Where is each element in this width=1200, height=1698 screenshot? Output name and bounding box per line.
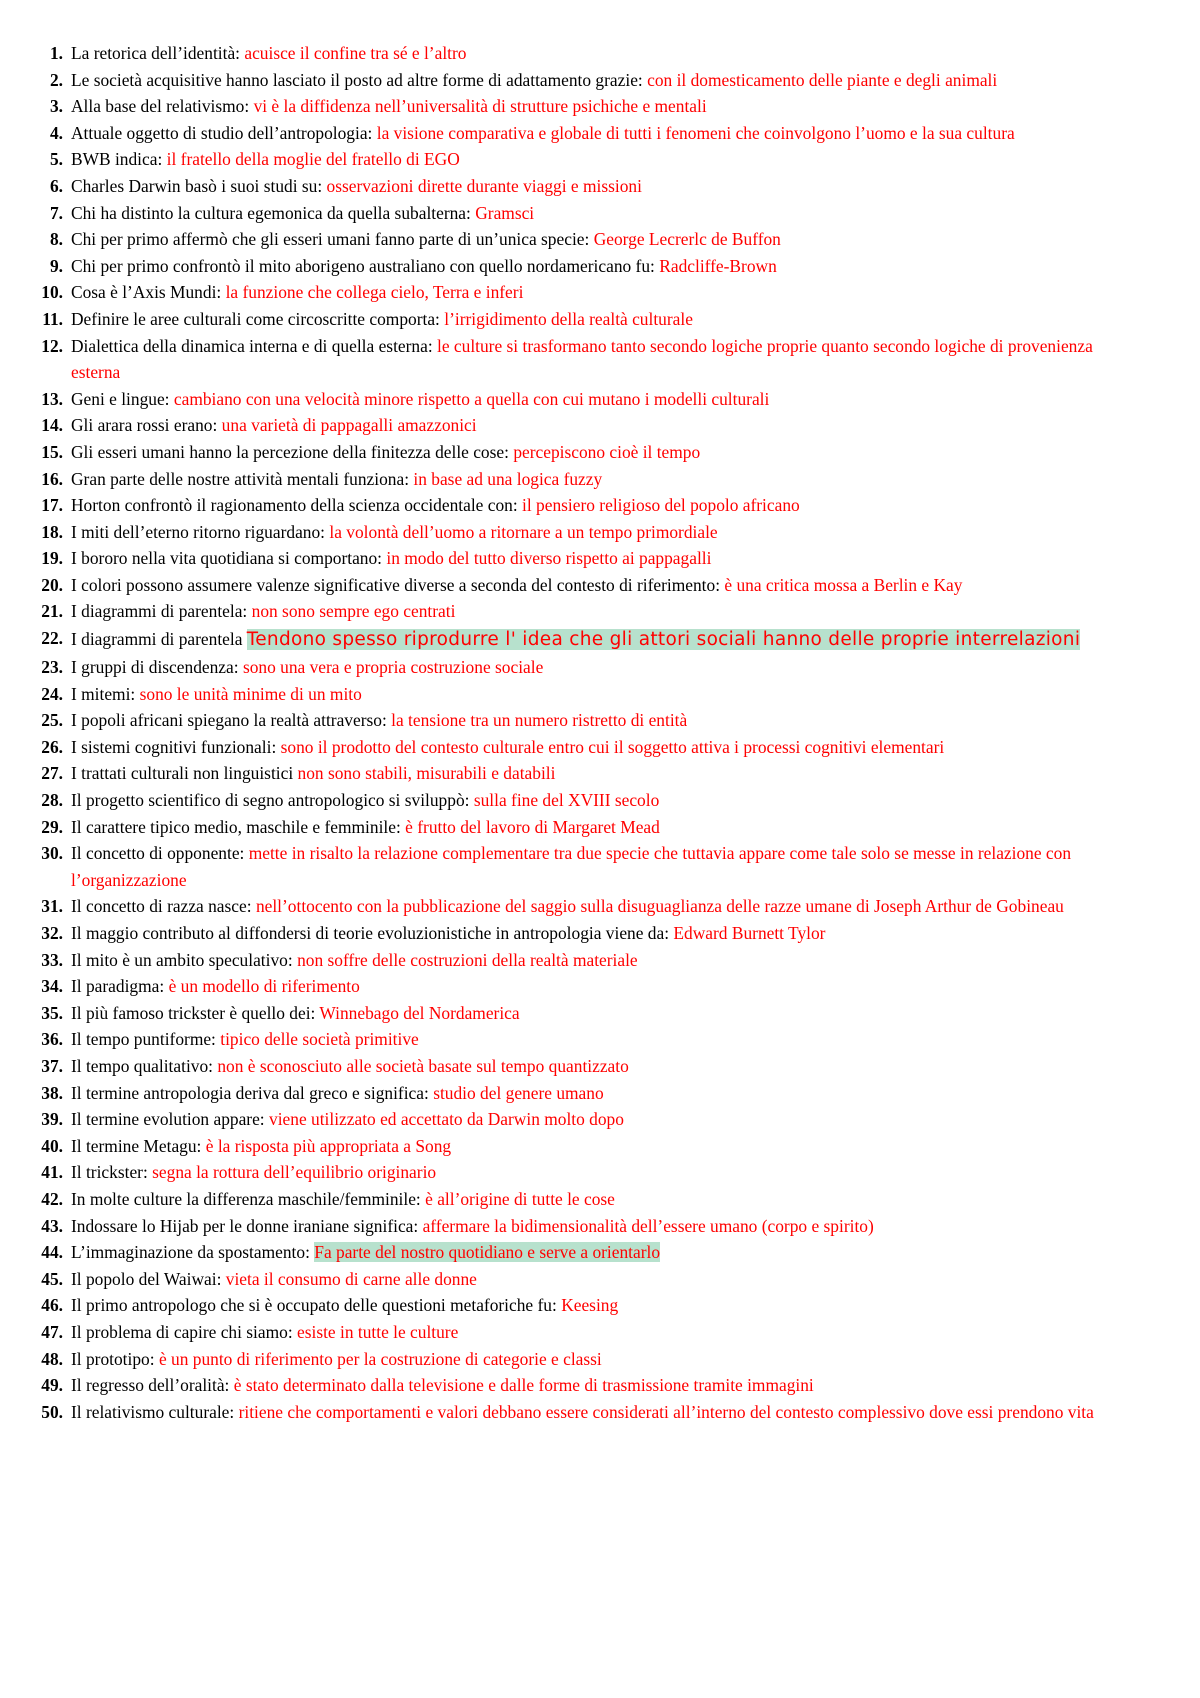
question-text: Il termine evolution appare: [71,1109,265,1130]
question-answer-list [36,40,1104,1425]
question-text: Chi per primo affermò che gli esseri umani fanno parte di un’unica specie: [71,229,590,250]
answer-text: sono le unità minime di un mito [139,683,362,704]
answer-text: Radcliffe-Brown [659,255,777,276]
question-text: Il primo antropologo che si è occupato delle questioni metaforiche fu: [71,1295,557,1316]
list-item [36,93,1104,120]
answer-text: la visione comparativa e globale di tutti i fenomeni che coinvolgono l’uomo e la sua cultura [376,122,1015,143]
list-item [36,1186,1104,1213]
list-item [36,893,1104,920]
answer-text: tipico delle società primitive [220,1029,419,1050]
list-item [36,1106,1104,1133]
list-item [36,545,1104,572]
list-item [36,760,1104,787]
list-item [36,1292,1104,1319]
list-item [36,707,1104,734]
question-text: Il carattere tipico medio, maschile e femminile: [71,816,401,837]
item-number: 32. [41,923,63,943]
item-number: 46. [41,1295,63,1316]
list-item [36,598,1104,625]
answer-text: non sono stabili, misurabili e databili [297,763,556,784]
answer-text: Keesing [561,1295,619,1316]
item-number: 50. [41,1401,63,1422]
item-number: 19. [41,548,63,569]
question-text: Il concetto di razza nasce: [71,896,252,917]
answer-text: la tensione tra un numero ristretto di entità [391,710,688,731]
item-number: 7. [49,202,63,223]
answer-text: vi è la diffidenza nell’universalità di strutture psichiche e mentali [253,96,707,117]
question-text: I trattati culturali non linguistici [71,763,294,784]
question-text: I diagrammi di parentela: [71,601,248,622]
item-number: 18. [41,521,63,542]
list-item [36,1372,1104,1399]
question-text: Il relativismo culturale: [71,1401,235,1422]
list-item [36,1213,1104,1240]
answer-text: Edward Burnett Tylor [673,923,826,943]
item-number: 25. [41,710,63,731]
question-text: Il problema di capire chi siamo: [71,1321,293,1342]
answer-text: nell’ottocento con la pubblicazione del saggio sulla disuguaglianza delle razze umane di Joseph Arthur de Gobineau [255,896,1064,917]
item-number: 5. [49,149,63,170]
list-item [36,1319,1104,1346]
question-text: Il progetto scientifico di segno antropologico si sviluppò: [71,790,470,811]
item-number: 15. [41,441,63,462]
item-number: 39. [41,1109,63,1130]
question-text: Il maggio contributo al diffondersi di teorie evoluzionistiche in antropologia viene da: [71,923,670,943]
item-number: 4. [49,122,63,143]
item-number: 36. [41,1029,63,1050]
list-item [36,1159,1104,1186]
answer-text: studio del genere umano [433,1082,604,1103]
item-number: 28. [41,790,63,811]
list-item [36,787,1104,814]
item-number: 34. [41,976,63,997]
question-text: Geni e lingue: [71,388,170,409]
question-text: Dialettica della dinamica interna e di quella esterna: [71,335,433,356]
item-number: 22. [41,628,63,649]
item-number: 1. [49,43,63,63]
answer-text: è la risposta più appropriata a Song [205,1135,452,1156]
item-number: 45. [41,1268,63,1289]
answer-text: viene utilizzato ed accettato da Darwin molto dopo [269,1109,624,1130]
list-item [36,333,1104,386]
item-number: 3. [49,96,63,117]
question-text: Le società acquisitive hanno lasciato il posto ad altre forme di adattamento grazie: [71,69,643,90]
item-number: 35. [41,1002,63,1023]
answer-text: non soffre delle costruzioni della realtà materiale [297,949,638,970]
list-item [36,920,1104,947]
list-item [36,67,1104,94]
question-text: Definire le aree culturali come circoscritte comporta: [71,308,440,329]
question-text: BWB indica: [71,149,163,170]
list-item [36,1000,1104,1027]
item-number: 6. [49,175,63,196]
list-item [36,947,1104,974]
question-text: I sistemi cognitivi funzionali: [71,736,277,757]
answer-text: è una critica mossa a Berlin e Kay [724,574,963,595]
question-text: I gruppi di discendenza: [71,657,239,678]
answer-text: Winnebago del Nordamerica [319,1002,520,1023]
question-text: Gran parte delle nostre attività mentali funziona: [71,468,410,489]
question-text: Il tempo puntiforme: [71,1029,216,1050]
list-item [36,1346,1104,1373]
list-item [36,1239,1104,1266]
item-number: 26. [41,736,63,757]
list-item [36,466,1104,493]
answer-text: osservazioni dirette durante viaggi e missioni [326,175,642,196]
item-number: 33. [41,949,63,970]
question-text: L’immaginazione da spostamento: [71,1242,310,1263]
item-number: 31. [41,896,63,917]
answer-text: il pensiero religioso del popolo africano [522,495,800,516]
answer-text: non sono sempre ego centrati [251,601,456,622]
answer-text: sono una vera e propria costruzione sociale [242,657,544,678]
item-number: 14. [41,415,63,436]
list-item [36,279,1104,306]
question-text: Il mito è un ambito speculativo: [71,949,293,970]
item-number: 11. [42,308,63,329]
answer-text: sono il prodotto del contesto culturale entro cui il soggetto attiva i processi cognitivi elementari [280,736,945,757]
item-number: 44. [41,1242,63,1263]
question-text: Il concetto di opponente: [71,843,245,864]
list-item [36,814,1104,841]
item-number: 30. [41,843,63,864]
question-text: Il prototipo: [71,1348,155,1369]
list-item [36,519,1104,546]
item-number: 21. [41,601,63,622]
answer-text: il fratello della moglie del fratello di EGO [166,149,460,170]
list-item [36,1026,1104,1053]
answer-text: non è sconosciuto alle società basate sul tempo quantizzato [217,1055,629,1076]
list-item [36,734,1104,761]
item-number: 9. [49,255,63,276]
question-text: Charles Darwin basò i suoi studi su: [71,175,323,196]
list-item [36,40,1104,67]
answer-text: Gramsci [475,202,535,223]
question-text: Il paradigma: [71,976,165,997]
question-text: Gli esseri umani hanno la percezione della finitezza delle cose: [71,441,509,462]
answer-text: è stato determinato dalla televisione e dalle forme di trasmissione tramite immagini [233,1375,814,1396]
question-text: Cosa è l’Axis Mundi: [71,282,222,303]
answer-text: è un punto di riferimento per la costruzione di categorie e classi [158,1348,602,1369]
list-item [36,973,1104,1000]
question-text: Il trickster: [71,1162,148,1183]
item-number: 10. [41,282,63,303]
answer-text: segna la rottura dell’equilibrio originario [152,1162,437,1183]
answer-text: una varietà di pappagalli amazzonici [221,415,477,436]
answer-text: vieta il consumo di carne alle donne [225,1268,477,1289]
list-item [36,840,1104,893]
item-number: 8. [49,229,63,250]
answer-text: acuisce il confine tra sé e l’altro [244,43,467,63]
item-number: 42. [41,1188,63,1209]
answer-text: George Lecrerlc de Buffon [593,229,781,250]
list-item [36,572,1104,599]
question-text: Il regresso dell’oralità: [71,1375,230,1396]
question-text: La retorica dell’identità: [71,43,240,63]
question-text: Gli arara rossi erano: [71,415,218,436]
list-item [36,253,1104,280]
answer-text: sulla fine del XVIII secolo [473,790,660,811]
question-text: I popoli africani spiegano la realtà attraverso: [71,710,387,731]
highlighted-answer-text: Tendono spesso riprodurre l' idea che gli attori sociali hanno delle proprie interrelazioni [246,629,1081,651]
answer-text: l’irrigidimento della realtà culturale [444,308,693,329]
item-number: 16. [41,468,63,489]
list-item [36,1133,1104,1160]
highlighted-answer-text: Fa parte del nostro quotidiano e serve a orientarlo [314,1242,661,1263]
item-number: 23. [41,657,63,678]
question-text: Il popolo del Waiwai: [71,1268,222,1289]
list-item [36,439,1104,466]
list-item [36,173,1104,200]
question-text: Il termine Metagu: [71,1135,202,1156]
list-item [36,146,1104,173]
item-number: 48. [41,1348,63,1369]
answer-text: percepiscono cioè il tempo [513,441,701,462]
answer-text: la volontà dell’uomo a ritornare a un tempo primordiale [329,521,718,542]
answer-text: con il domesticamento delle piante e degli animali [647,69,998,90]
answer-text: le culture si trasformano tanto secondo logiche proprie quanto secondo logiche di provenienza esterna [71,335,1093,383]
question-text: Chi ha distinto la cultura egemonica da quella subalterna: [71,202,471,223]
list-item [36,386,1104,413]
item-number: 43. [41,1215,63,1236]
item-number: 27. [41,763,63,784]
question-text: Il più famoso trickster è quello dei: [71,1002,316,1023]
list-item [36,492,1104,519]
answer-text: è frutto del lavoro di Margaret Mead [405,816,660,837]
list-item [36,120,1104,147]
item-number: 24. [41,683,63,704]
item-number: 13. [41,388,63,409]
item-number: 47. [41,1321,63,1342]
answer-text: cambiano con una velocità minore rispetto a quella con cui mutano i modelli culturali [173,388,770,409]
question-text: Horton confrontò il ragionamento della scienza occidentale con: [71,495,518,516]
item-number: 37. [41,1055,63,1076]
answer-text: in modo del tutto diverso rispetto ai pappagalli [386,548,712,569]
list-item [36,200,1104,227]
item-number: 2. [49,69,63,90]
item-number: 38. [41,1082,63,1103]
list-item [36,625,1104,654]
item-number: 20. [41,574,63,595]
list-item [36,226,1104,253]
item-number: 41. [41,1162,63,1183]
item-number: 49. [41,1375,63,1396]
item-number: 40. [41,1135,63,1156]
answer-text: è all’origine di tutte le cose [425,1188,615,1209]
question-text: Il termine antropologia deriva dal greco e significa: [71,1082,429,1103]
question-text: Indossare lo Hijab per le donne iraniane significa: [71,1215,419,1236]
answer-text: è un modello di riferimento [168,976,360,997]
list-item [36,1080,1104,1107]
answer-text: ritiene che comportamenti e valori debbano essere considerati all’interno del contesto complessivo dove essi prendono vita [238,1401,1094,1422]
answer-text: esiste in tutte le culture [297,1321,459,1342]
list-item [36,1053,1104,1080]
answer-text: affermare la bidimensionalità dell’essere umano (corpo e spirito) [422,1215,874,1236]
answer-text: in base ad una logica fuzzy [413,468,603,489]
list-item [36,1399,1104,1426]
answer-text: la funzione che collega cielo, Terra e inferi [225,282,524,303]
list-item [36,412,1104,439]
list-item [36,681,1104,708]
question-text: In molte culture la differenza maschile/femminile: [71,1188,421,1209]
question-text: I diagrammi di parentela [71,629,243,650]
list-item [36,654,1104,681]
question-text: Il tempo qualitativo: [71,1055,213,1076]
item-number: 12. [41,335,63,356]
list-item [36,1266,1104,1293]
question-text: Chi per primo confrontò il mito aborigeno australiano con quello nordamericano fu: [71,255,655,276]
item-number: 17. [41,495,63,516]
list-item [36,306,1104,333]
item-number: 29. [41,816,63,837]
question-text: I mitemi: [71,683,136,704]
question-text: Alla base del relativismo: [71,96,250,117]
question-text: Attuale oggetto di studio dell’antropologia: [71,122,373,143]
question-text: I miti dell’eterno ritorno riguardano: [71,521,326,542]
question-text: I colori possono assumere valenze significative diverse a seconda del contesto di riferimento: [71,574,721,595]
answer-text: mette in risalto la relazione complementare tra due specie che tuttavia appare come tale solo se messe in relazione con l’organizzazione [71,843,1072,890]
question-text: I bororo nella vita quotidiana si comportano: [71,548,383,569]
